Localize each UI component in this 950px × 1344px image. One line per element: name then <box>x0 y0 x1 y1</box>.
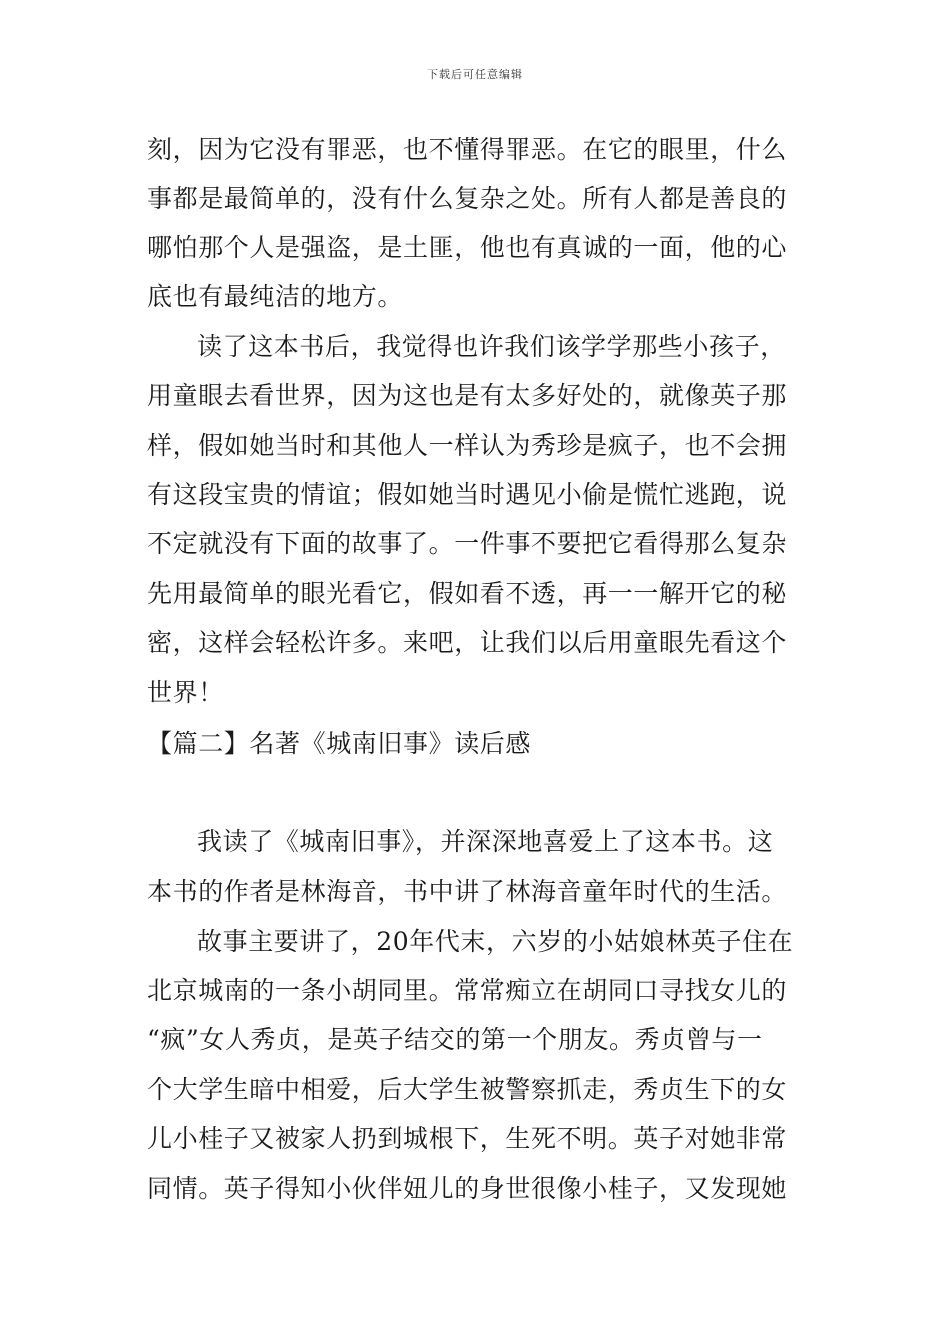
text-line: 刻，因为它没有罪恶，也不懂得罪恶。在它的眼里，什么 <box>147 135 788 164</box>
header-note: 下载后可任意编辑 <box>427 68 523 81</box>
section-heading: 【篇二】名著《城南旧事》读后感 <box>147 729 532 758</box>
text-line: 本书的作者是林海音，书中讲了林海音童年时代的生活。 <box>147 877 788 906</box>
paragraph-start-line: 读了这本书后，我觉得也许我们该学学那些小孩子， <box>197 332 786 361</box>
text-line: 世界！ <box>147 678 224 707</box>
text-line: 事都是最简单的，没有什么复杂之处。所有人都是善良的 <box>147 184 788 213</box>
paragraph-start-line: 故事主要讲了，20年代末，六岁的小姑娘林英子住在 <box>197 927 794 956</box>
text-line: 哪怕那个人是强盗，是土匪，他也有真诚的一面，他的心 <box>147 233 788 262</box>
text-line: 样，假如她当时和其他人一样认为秀珍是疯子，也不会拥 <box>147 431 788 460</box>
text-line: 个大学生暗中相爱，后大学生被警察抓走，秀贞生下的女 <box>147 1075 788 1104</box>
text-line: 儿小桂子又被家人扔到城根下，生死不明。英子对她非常 <box>147 1124 788 1153</box>
text-line: 密，这样会轻松许多。来吧，让我们以后用童眼先看这个 <box>147 628 788 657</box>
text-line: “疯”女人秀贞，是英子结交的第一个朋友。秀贞曾与一 <box>147 1025 763 1054</box>
text-line: 不定就没有下面的故事了。一件事不要把它看得那么复杂 <box>147 529 788 558</box>
paragraph-start-line: 我读了《城南旧事》，并深深地喜爱上了这本书。这 <box>197 827 774 856</box>
text-line: 有这段宝贵的情谊；假如她当时遇见小偷是慌忙逃跑，说 <box>147 480 788 509</box>
text-line: 同情。英子得知小伙伴妞儿的身世很像小桂子，又发现她 <box>147 1174 788 1203</box>
text-line: 用童眼去看世界，因为这也是有太多好处的，就像英子那 <box>147 381 788 410</box>
text-line: 先用最简单的眼光看它，假如看不透，再一一解开它的秘 <box>147 579 788 608</box>
text-line: 底也有最纯洁的地方。 <box>147 282 404 311</box>
text-line: 北京城南的一条小胡同里。常常痴立在胡同口寻找女儿的 <box>147 976 788 1005</box>
